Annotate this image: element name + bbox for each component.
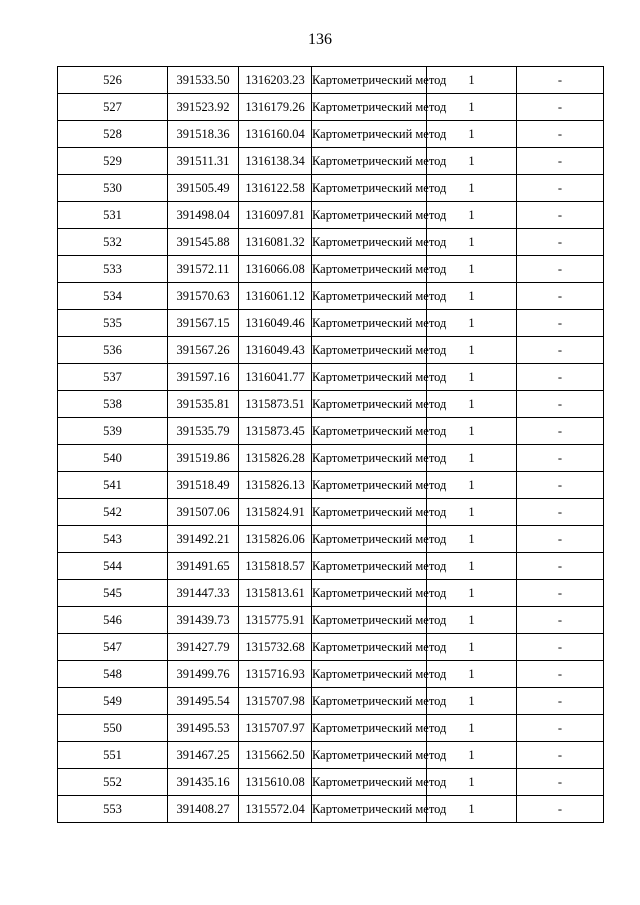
table-row: [58, 202, 604, 229]
point-number-cell: 534: [58, 283, 168, 310]
note-cell: -: [517, 364, 604, 391]
point-number-cell: 553: [58, 796, 168, 823]
accuracy-cell: 1: [427, 661, 517, 688]
point-number-cell: 549: [58, 688, 168, 715]
accuracy-cell: 1: [427, 445, 517, 472]
method-cell: Картометрический метод: [312, 499, 427, 526]
method-cell: Картометрический метод: [312, 526, 427, 553]
table-row: [58, 580, 604, 607]
method-cell: Картометрический метод: [312, 715, 427, 742]
note-cell: -: [517, 769, 604, 796]
table-row: [58, 445, 604, 472]
accuracy-cell: 1: [427, 391, 517, 418]
y-coordinate-cell: 1316179.26: [239, 94, 312, 121]
accuracy-cell: 1: [427, 769, 517, 796]
x-coordinate-cell: 391545.88: [168, 229, 239, 256]
table-row: [58, 229, 604, 256]
method-cell: Картометрический метод: [312, 553, 427, 580]
method-cell: Картометрический метод: [312, 148, 427, 175]
point-number-cell: 537: [58, 364, 168, 391]
table-row: [58, 94, 604, 121]
point-number-cell: 543: [58, 526, 168, 553]
y-coordinate-cell: 1315826.13: [239, 472, 312, 499]
note-cell: -: [517, 661, 604, 688]
note-cell: -: [517, 742, 604, 769]
x-coordinate-cell: 391567.26: [168, 337, 239, 364]
x-coordinate-cell: 391518.49: [168, 472, 239, 499]
method-cell: Картометрический метод: [312, 391, 427, 418]
method-cell: Картометрический метод: [312, 337, 427, 364]
note-cell: -: [517, 445, 604, 472]
table-row: [58, 337, 604, 364]
method-cell: Картометрический метод: [312, 175, 427, 202]
note-cell: -: [517, 256, 604, 283]
method-cell: Картометрический метод: [312, 202, 427, 229]
point-number-cell: 544: [58, 553, 168, 580]
note-cell: -: [517, 148, 604, 175]
table-row: [58, 418, 604, 445]
table-row: [58, 148, 604, 175]
note-cell: -: [517, 715, 604, 742]
point-number-cell: 552: [58, 769, 168, 796]
accuracy-cell: 1: [427, 472, 517, 499]
table-row: [58, 553, 604, 580]
accuracy-cell: 1: [427, 310, 517, 337]
point-number-cell: 551: [58, 742, 168, 769]
x-coordinate-cell: 391492.21: [168, 526, 239, 553]
accuracy-cell: 1: [427, 715, 517, 742]
accuracy-cell: 1: [427, 553, 517, 580]
accuracy-cell: 1: [427, 121, 517, 148]
note-cell: -: [517, 526, 604, 553]
x-coordinate-cell: 391511.31: [168, 148, 239, 175]
accuracy-cell: 1: [427, 202, 517, 229]
point-number-cell: 532: [58, 229, 168, 256]
accuracy-cell: 1: [427, 526, 517, 553]
table-row: [58, 607, 604, 634]
point-number-cell: 541: [58, 472, 168, 499]
y-coordinate-cell: 1315824.91: [239, 499, 312, 526]
table-row: [58, 364, 604, 391]
accuracy-cell: 1: [427, 256, 517, 283]
note-cell: -: [517, 67, 604, 94]
y-coordinate-cell: 1315707.98: [239, 688, 312, 715]
note-cell: -: [517, 202, 604, 229]
x-coordinate-cell: 391408.27: [168, 796, 239, 823]
accuracy-cell: 1: [427, 337, 517, 364]
point-number-cell: 535: [58, 310, 168, 337]
point-number-cell: 550: [58, 715, 168, 742]
table-row: [58, 67, 604, 94]
y-coordinate-cell: 1316097.81: [239, 202, 312, 229]
y-coordinate-cell: 1315818.57: [239, 553, 312, 580]
y-coordinate-cell: 1315775.91: [239, 607, 312, 634]
accuracy-cell: 1: [427, 796, 517, 823]
method-cell: Картометрический метод: [312, 688, 427, 715]
note-cell: -: [517, 94, 604, 121]
note-cell: -: [517, 337, 604, 364]
x-coordinate-cell: 391523.92: [168, 94, 239, 121]
table-row: [58, 715, 604, 742]
point-number-cell: 531: [58, 202, 168, 229]
accuracy-cell: 1: [427, 742, 517, 769]
x-coordinate-cell: 391535.79: [168, 418, 239, 445]
point-number-cell: 526: [58, 67, 168, 94]
y-coordinate-cell: 1315707.97: [239, 715, 312, 742]
accuracy-cell: 1: [427, 607, 517, 634]
method-cell: Картометрический метод: [312, 229, 427, 256]
y-coordinate-cell: 1315716.93: [239, 661, 312, 688]
y-coordinate-cell: 1315826.06: [239, 526, 312, 553]
table-row: [58, 499, 604, 526]
method-cell: Картометрический метод: [312, 472, 427, 499]
method-cell: Картометрический метод: [312, 445, 427, 472]
x-coordinate-cell: 391519.86: [168, 445, 239, 472]
x-coordinate-cell: 391518.36: [168, 121, 239, 148]
accuracy-cell: 1: [427, 175, 517, 202]
note-cell: -: [517, 310, 604, 337]
accuracy-cell: 1: [427, 499, 517, 526]
note-cell: -: [517, 688, 604, 715]
x-coordinate-cell: 391535.81: [168, 391, 239, 418]
note-cell: -: [517, 283, 604, 310]
note-cell: -: [517, 499, 604, 526]
y-coordinate-cell: 1315572.04: [239, 796, 312, 823]
accuracy-cell: 1: [427, 634, 517, 661]
method-cell: Картометрический метод: [312, 256, 427, 283]
y-coordinate-cell: 1315732.68: [239, 634, 312, 661]
method-cell: Картометрический метод: [312, 418, 427, 445]
y-coordinate-cell: 1316138.34: [239, 148, 312, 175]
point-number-cell: 548: [58, 661, 168, 688]
point-number-cell: 547: [58, 634, 168, 661]
point-number-cell: 529: [58, 148, 168, 175]
x-coordinate-cell: 391447.33: [168, 580, 239, 607]
method-cell: Картометрический метод: [312, 283, 427, 310]
note-cell: -: [517, 553, 604, 580]
table-row: [58, 526, 604, 553]
x-coordinate-cell: 391491.65: [168, 553, 239, 580]
x-coordinate-cell: 391435.16: [168, 769, 239, 796]
y-coordinate-cell: 1316049.46: [239, 310, 312, 337]
x-coordinate-cell: 391567.15: [168, 310, 239, 337]
table-row: [58, 391, 604, 418]
note-cell: -: [517, 580, 604, 607]
note-cell: -: [517, 607, 604, 634]
x-coordinate-cell: 391499.76: [168, 661, 239, 688]
table-row: [58, 769, 604, 796]
x-coordinate-cell: 391439.73: [168, 607, 239, 634]
table-row: [58, 283, 604, 310]
coordinates-table-body: [58, 67, 604, 823]
x-coordinate-cell: 391498.04: [168, 202, 239, 229]
y-coordinate-cell: 1316061.12: [239, 283, 312, 310]
x-coordinate-cell: 391495.53: [168, 715, 239, 742]
method-cell: Картометрический метод: [312, 94, 427, 121]
point-number-cell: 528: [58, 121, 168, 148]
method-cell: Картометрический метод: [312, 580, 427, 607]
x-coordinate-cell: 391572.11: [168, 256, 239, 283]
method-cell: Картометрический метод: [312, 121, 427, 148]
y-coordinate-cell: 1316066.08: [239, 256, 312, 283]
table-row: [58, 256, 604, 283]
accuracy-cell: 1: [427, 364, 517, 391]
note-cell: -: [517, 418, 604, 445]
y-coordinate-cell: 1316041.77: [239, 364, 312, 391]
table-row: [58, 310, 604, 337]
point-number-cell: 536: [58, 337, 168, 364]
point-number-cell: 530: [58, 175, 168, 202]
page-number: 136: [308, 31, 332, 48]
x-coordinate-cell: 391597.16: [168, 364, 239, 391]
x-coordinate-cell: 391533.50: [168, 67, 239, 94]
note-cell: -: [517, 391, 604, 418]
note-cell: -: [517, 634, 604, 661]
x-coordinate-cell: 391505.49: [168, 175, 239, 202]
y-coordinate-cell: 1316160.04: [239, 121, 312, 148]
x-coordinate-cell: 391427.79: [168, 634, 239, 661]
note-cell: -: [517, 796, 604, 823]
point-number-cell: 539: [58, 418, 168, 445]
table-row: [58, 634, 604, 661]
point-number-cell: 542: [58, 499, 168, 526]
y-coordinate-cell: 1316049.43: [239, 337, 312, 364]
accuracy-cell: 1: [427, 283, 517, 310]
accuracy-cell: 1: [427, 580, 517, 607]
accuracy-cell: 1: [427, 94, 517, 121]
point-number-cell: 538: [58, 391, 168, 418]
point-number-cell: 546: [58, 607, 168, 634]
point-number-cell: 533: [58, 256, 168, 283]
y-coordinate-cell: 1315873.45: [239, 418, 312, 445]
note-cell: -: [517, 229, 604, 256]
method-cell: Картометрический метод: [312, 769, 427, 796]
method-cell: Картометрический метод: [312, 634, 427, 661]
table-row: [58, 688, 604, 715]
x-coordinate-cell: 391495.54: [168, 688, 239, 715]
x-coordinate-cell: 391507.06: [168, 499, 239, 526]
x-coordinate-cell: 391570.63: [168, 283, 239, 310]
note-cell: -: [517, 472, 604, 499]
table-row: [58, 742, 604, 769]
y-coordinate-cell: 1315662.50: [239, 742, 312, 769]
method-cell: Картометрический метод: [312, 67, 427, 94]
table-row: [58, 472, 604, 499]
method-cell: Картометрический метод: [312, 364, 427, 391]
accuracy-cell: 1: [427, 148, 517, 175]
accuracy-cell: 1: [427, 418, 517, 445]
accuracy-cell: 1: [427, 229, 517, 256]
method-cell: Картометрический метод: [312, 742, 427, 769]
table-row: [58, 175, 604, 202]
note-cell: -: [517, 121, 604, 148]
y-coordinate-cell: 1315610.08: [239, 769, 312, 796]
y-coordinate-cell: 1315813.61: [239, 580, 312, 607]
point-number-cell: 527: [58, 94, 168, 121]
point-number-cell: 540: [58, 445, 168, 472]
method-cell: Картометрический метод: [312, 661, 427, 688]
table-row: [58, 121, 604, 148]
coordinates-table: [57, 66, 604, 823]
note-cell: -: [517, 175, 604, 202]
method-cell: Картометрический метод: [312, 607, 427, 634]
table-row: [58, 796, 604, 823]
x-coordinate-cell: 391467.25: [168, 742, 239, 769]
accuracy-cell: 1: [427, 688, 517, 715]
accuracy-cell: 1: [427, 67, 517, 94]
point-number-cell: 545: [58, 580, 168, 607]
method-cell: Картометрический метод: [312, 796, 427, 823]
table-row: [58, 661, 604, 688]
y-coordinate-cell: 1315826.28: [239, 445, 312, 472]
y-coordinate-cell: 1316203.23: [239, 67, 312, 94]
y-coordinate-cell: 1315873.51: [239, 391, 312, 418]
y-coordinate-cell: 1316081.32: [239, 229, 312, 256]
method-cell: Картометрический метод: [312, 310, 427, 337]
y-coordinate-cell: 1316122.58: [239, 175, 312, 202]
